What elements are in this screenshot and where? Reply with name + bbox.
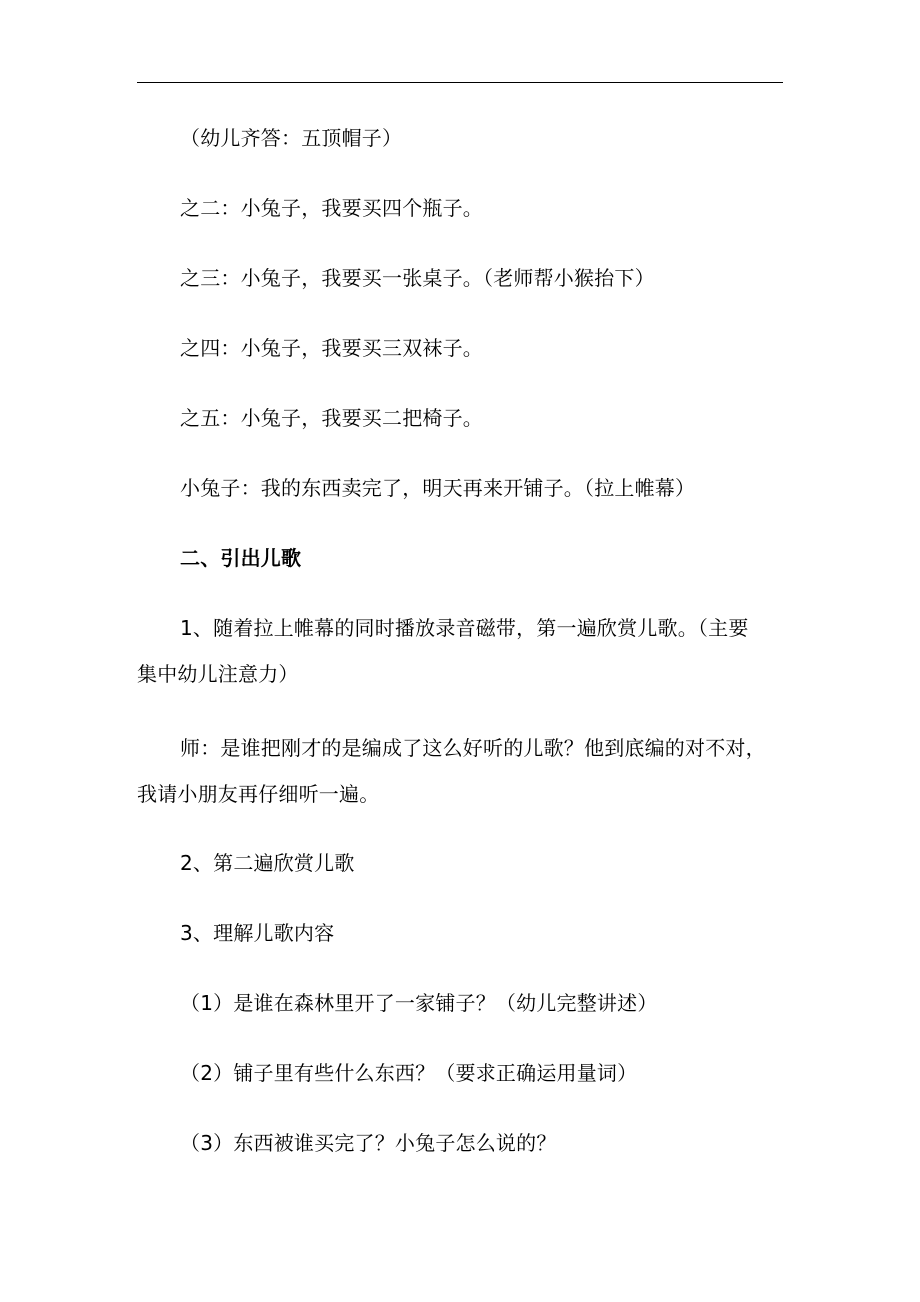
- rabbit-closing-line: 小兔子：我的东西卖完了，明天再来开铺子。（拉上帷幕）: [180, 476, 696, 500]
- section-heading: 二、引出儿歌: [180, 546, 302, 570]
- question-2: （2）铺子里有些什么东西？（要求正确运用量词）: [180, 1061, 638, 1085]
- question-3: （3）东西被谁买完了？小兔子怎么说的？: [180, 1131, 557, 1155]
- step-1-line-1: 1、随着拉上帷幕的同时播放录音磁带，第一遍欣赏儿歌。（主要: [180, 616, 749, 640]
- step-1-line-2: 集中幼儿注意力）: [137, 662, 299, 686]
- dialogue-line-5: 之五：小兔子，我要买二把椅子。: [180, 406, 483, 430]
- dialogue-line-4: 之四：小兔子，我要买三双袜子。: [180, 336, 483, 360]
- step-2-line: 2、第二遍欣赏儿歌: [180, 851, 355, 875]
- step-3-line: 3、理解儿歌内容: [180, 921, 335, 945]
- question-1: （1）是谁在森林里开了一家铺子？（幼儿完整讲述）: [180, 991, 658, 1015]
- dialogue-line-2: 之二：小兔子，我要买四个瓶子。: [180, 196, 483, 220]
- teacher-line-1: 师：是谁把刚才的是编成了这么好听的儿歌？他到底编的对不对，: [180, 736, 766, 760]
- answer-line: （幼儿齐答：五顶帽子）: [180, 126, 403, 150]
- header-rule: [137, 82, 783, 83]
- teacher-line-2: 我请小朋友再仔细听一遍。: [137, 782, 380, 806]
- dialogue-line-3: 之三：小兔子，我要买一张桌子。（老师帮小猴抬下）: [180, 266, 655, 290]
